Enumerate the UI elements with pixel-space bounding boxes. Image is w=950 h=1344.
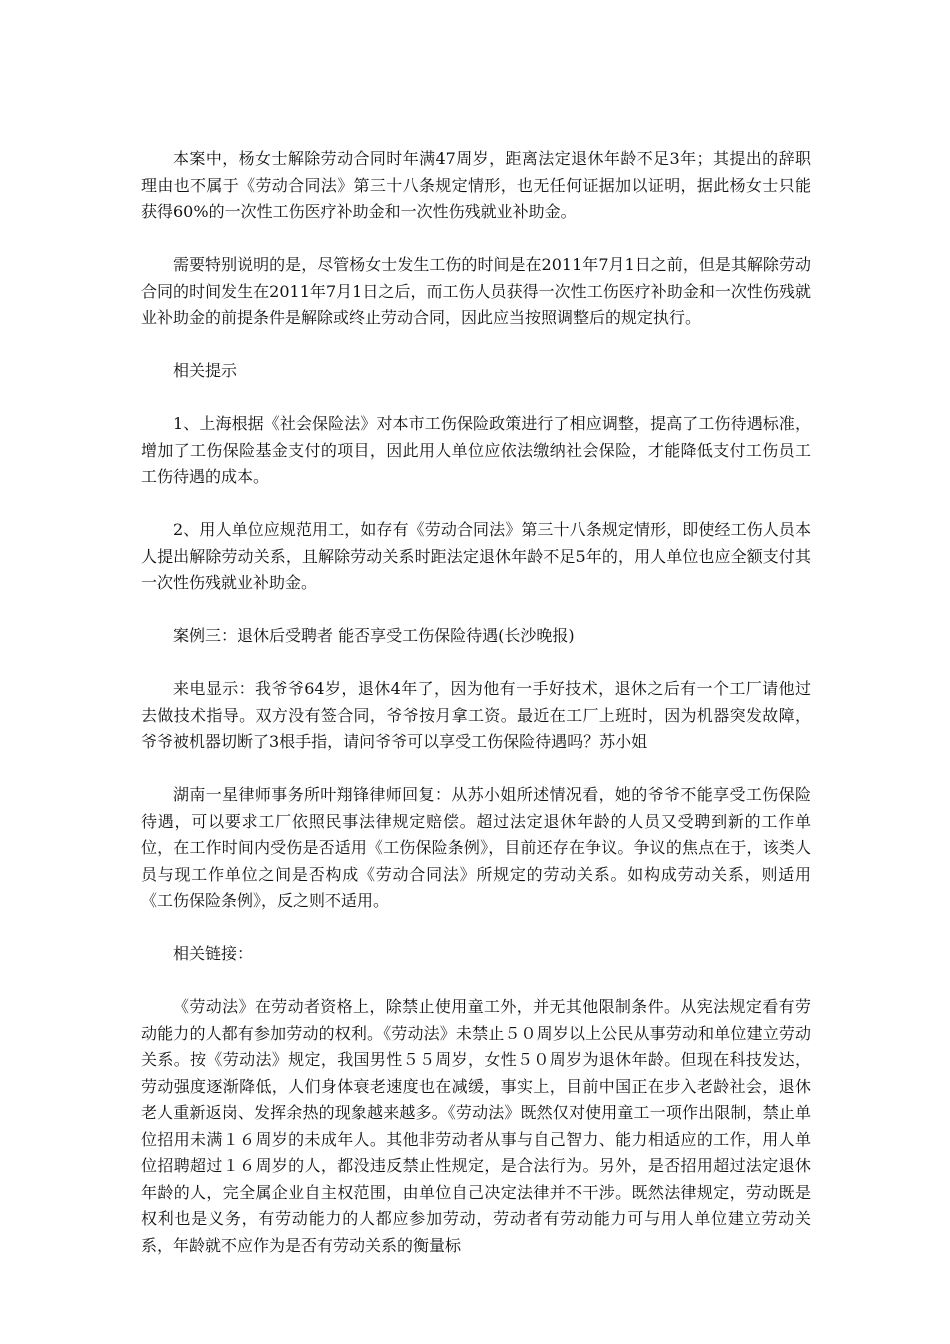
paragraph-labor-law: 《劳动法》在劳动者资格上，除禁止使用童工外，并无其他限制条件。从宪法规定看有劳动能力的人都有参加劳动的权利。《劳动法》未禁止５０周岁以上公民从事劳动和单位建立劳动关系。按《劳动法》规定，我国男性５５周岁，女性５０周岁为退休年龄。但现在科技发达，劳动强度逐渐降低，人们身体衰老速度也在减缓，事实上，目前中国正在步入老龄社会，退休老人重新返岗、发挥余热的现象越来越多。《劳动法》既然仅对使用童工一项作出限制，禁止单位招用未满１６周岁的未成年人。其他非劳动者从事与自己智力、能力相适应的工作，用人单位招聘超过１６周岁的人，都没违反禁止性规定，是合法行为。另外，是否招用超过法定退休年龄的人，完全属企业自主权范围，由单位自己决定法律并不干涉。既然法律规定，劳动既是权利也是义务，有劳动能力的人都应参加劳动，劳动者有劳动能力可与用人单位建立劳动关系，年龄就不应作为是否有劳动关系的衡量标 [141,997,811,1255]
paragraph-special-note: 需要特别说明的是，尽管杨女士发生工伤的时间是在2011年7月1日之前，但是其解除劳动合同的时间发生在2011年7月1日之后，而工伤人员获得一次性工伤医疗补助金和一次性伤残就业补助金的前提条件是解除或终止劳动合同，因此应当按照调整后的规定执行。 [141,255,811,327]
heading-related-links: 相关链接： [173,944,254,963]
paragraph-tip-2: 2、用人单位应规范用工，如存有《劳动合同法》第三十八条规定情形，即使经工伤人员本人提出解除劳动关系，且解除劳动关系时距法定退休年龄不足5年的，用人单位也应全额支付其一次性伤残就业补助金。 [141,520,811,592]
paragraph-tip-1: 1、上海根据《社会保险法》对本市工伤保险政策进行了相应调整，提高了工伤待遇标准，增加了工伤保险基金支付的项目，因此用人单位应依法缴纳社会保险，才能降低支付工伤员工工伤待遇的成本。 [141,414,811,486]
document-body [141,146,811,1286]
heading-case-three: 案例三：退休后受聘者 能否享受工伤保险待遇(长沙晚报) [173,626,575,645]
paragraph-caller-question: 来电显示：我爷爷64岁，退休4年了，因为他有一手好技术，退休之后有一个工厂请他过去做技术指导。双方没有签合同，爷爷按月拿工资。最近在工厂上班时，因为机器突发故障，爷爷被机器切断了3根手指，请问爷爷可以享受工伤保险待遇吗？苏小姐 [141,679,811,751]
heading-related-tips: 相关提示 [173,361,238,380]
paragraph-case-summary: 本案中，杨女士解除劳动合同时年满47周岁，距离法定退休年龄不足3年；其提出的辞职理由也不属于《劳动合同法》第三十八条规定情形，也无任何证据加以证明，据此杨女士只能获得60%的一次性工伤医疗补助金和一次性伤残就业补助金。 [141,149,811,221]
paragraph-lawyer-reply: 湖南一星律师事务所叶翔锋律师回复：从苏小姐所述情况看，她的爷爷不能享受工伤保险待遇，可以要求工厂依照民事法律规定赔偿。超过法定退休年龄的人员又受聘到新的工作单位，在工作时间内受伤是否适用《工伤保险条例》，目前还存在争议。争议的焦点在于，该类人员与现工作单位之间是否构成《劳动合同法》所规定的劳动关系。如构成劳动关系，则适用《工伤保险条例》，反之则不适用。 [141,785,811,910]
